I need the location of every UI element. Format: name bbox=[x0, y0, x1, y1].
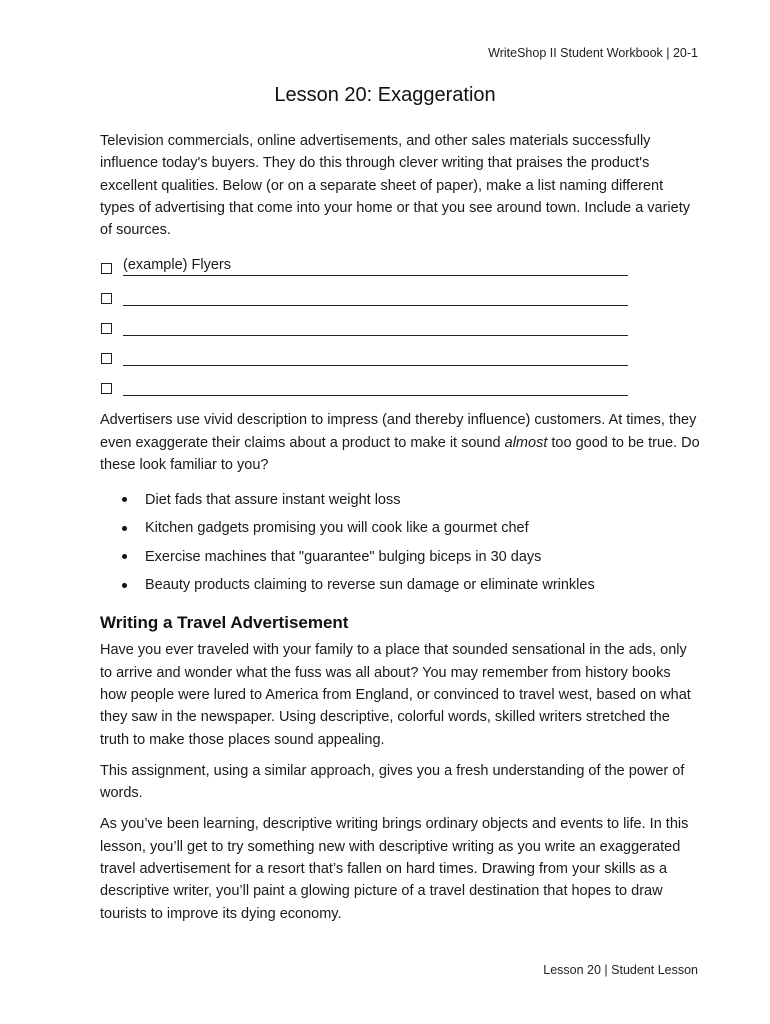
running-header: WriteShop II Student Workbook | 20-1 bbox=[488, 46, 698, 60]
checkbox-icon[interactable] bbox=[101, 323, 112, 334]
checklist-item bbox=[100, 249, 700, 279]
checkbox-icon[interactable] bbox=[101, 353, 112, 364]
examples-list bbox=[100, 485, 700, 599]
list-item bbox=[100, 514, 700, 543]
list-item-text: Exercise machines that "guarantee" bulging biceps in 30 days bbox=[145, 548, 542, 565]
checklist-item bbox=[100, 369, 700, 399]
paragraph-text: Advertisers use vivid description to impress (and thereby influence) customers. At times, they even exaggerate their claims about a product to make it sound bbox=[100, 412, 697, 451]
list-item bbox=[100, 542, 700, 571]
bullet-icon bbox=[122, 526, 127, 531]
answer-line[interactable]: (example) Flyers bbox=[123, 255, 628, 276]
answer-line[interactable] bbox=[123, 375, 628, 396]
checkbox-icon[interactable] bbox=[101, 263, 112, 274]
lesson-title: Lesson 20: Exaggeration bbox=[274, 84, 496, 106]
section-paragraph: This assignment, using a similar approach, gives you a fresh understanding of the power of words. bbox=[100, 762, 685, 802]
bullet-icon bbox=[122, 554, 127, 559]
section-paragraph: As you’ve been learning, descriptive writing brings ordinary objects and events to life. In this lesson, you’ll get to try something new with descriptive writing as you write an exaggerated travel advertisement for a resort that’s fallen on hard times. Drawing from your skills as a descriptive writer, you’ll paint a glowing picture of a travel destination that hopes to draw tourists to improve its dying economy. bbox=[100, 816, 689, 922]
emphasis-text: almost bbox=[504, 434, 548, 451]
checkbox-icon[interactable] bbox=[101, 383, 112, 394]
list-item bbox=[100, 485, 700, 514]
exaggeration-paragraph bbox=[100, 409, 700, 476]
advertising-checklist bbox=[100, 249, 700, 399]
answer-line[interactable] bbox=[123, 285, 628, 306]
checklist-item bbox=[100, 279, 700, 309]
bullet-icon bbox=[122, 583, 127, 588]
list-item-text: Kitchen gadgets promising you will cook like a gourmet chef bbox=[145, 520, 529, 537]
page-content bbox=[100, 130, 700, 925]
list-item bbox=[100, 571, 700, 600]
list-item-text: Diet fads that assure instant weight loss bbox=[145, 491, 401, 508]
answer-line[interactable] bbox=[123, 345, 628, 366]
list-item-text: Beauty products claiming to reverse sun damage or eliminate wrinkles bbox=[145, 577, 595, 594]
checklist-item bbox=[100, 309, 700, 339]
running-footer: Lesson 20 | Student Lesson bbox=[543, 963, 698, 977]
bullet-icon bbox=[122, 497, 127, 502]
checklist-item bbox=[100, 339, 700, 369]
section-heading: Writing a Travel Advertisement bbox=[100, 613, 349, 633]
intro-paragraph: Television commercials, online advertisements, and other sales materials successfully influence today's buyers. They do this through clever writing that praises the product's excellent qualities. Below (or on a separate sheet of paper), make a list naming different types of advertising that come into your home or that you see around town. Include a variety of sources. bbox=[100, 133, 690, 239]
paragraph-text: too good to be true. Do these look familiar to you? bbox=[100, 434, 700, 474]
checkbox-icon[interactable] bbox=[101, 293, 112, 304]
answer-line[interactable] bbox=[123, 315, 628, 336]
section-paragraph: Have you ever traveled with your family to a place that sounded sensational in the ads, only to arrive and wonder what the fuss was all about? You may remember from history books how people were lured to America from England, or convinced to travel west, based on what they saw in the newspaper. Using descriptive, colorful words, skilled writers stretched the truth to make those places sound appealing. bbox=[100, 642, 691, 748]
